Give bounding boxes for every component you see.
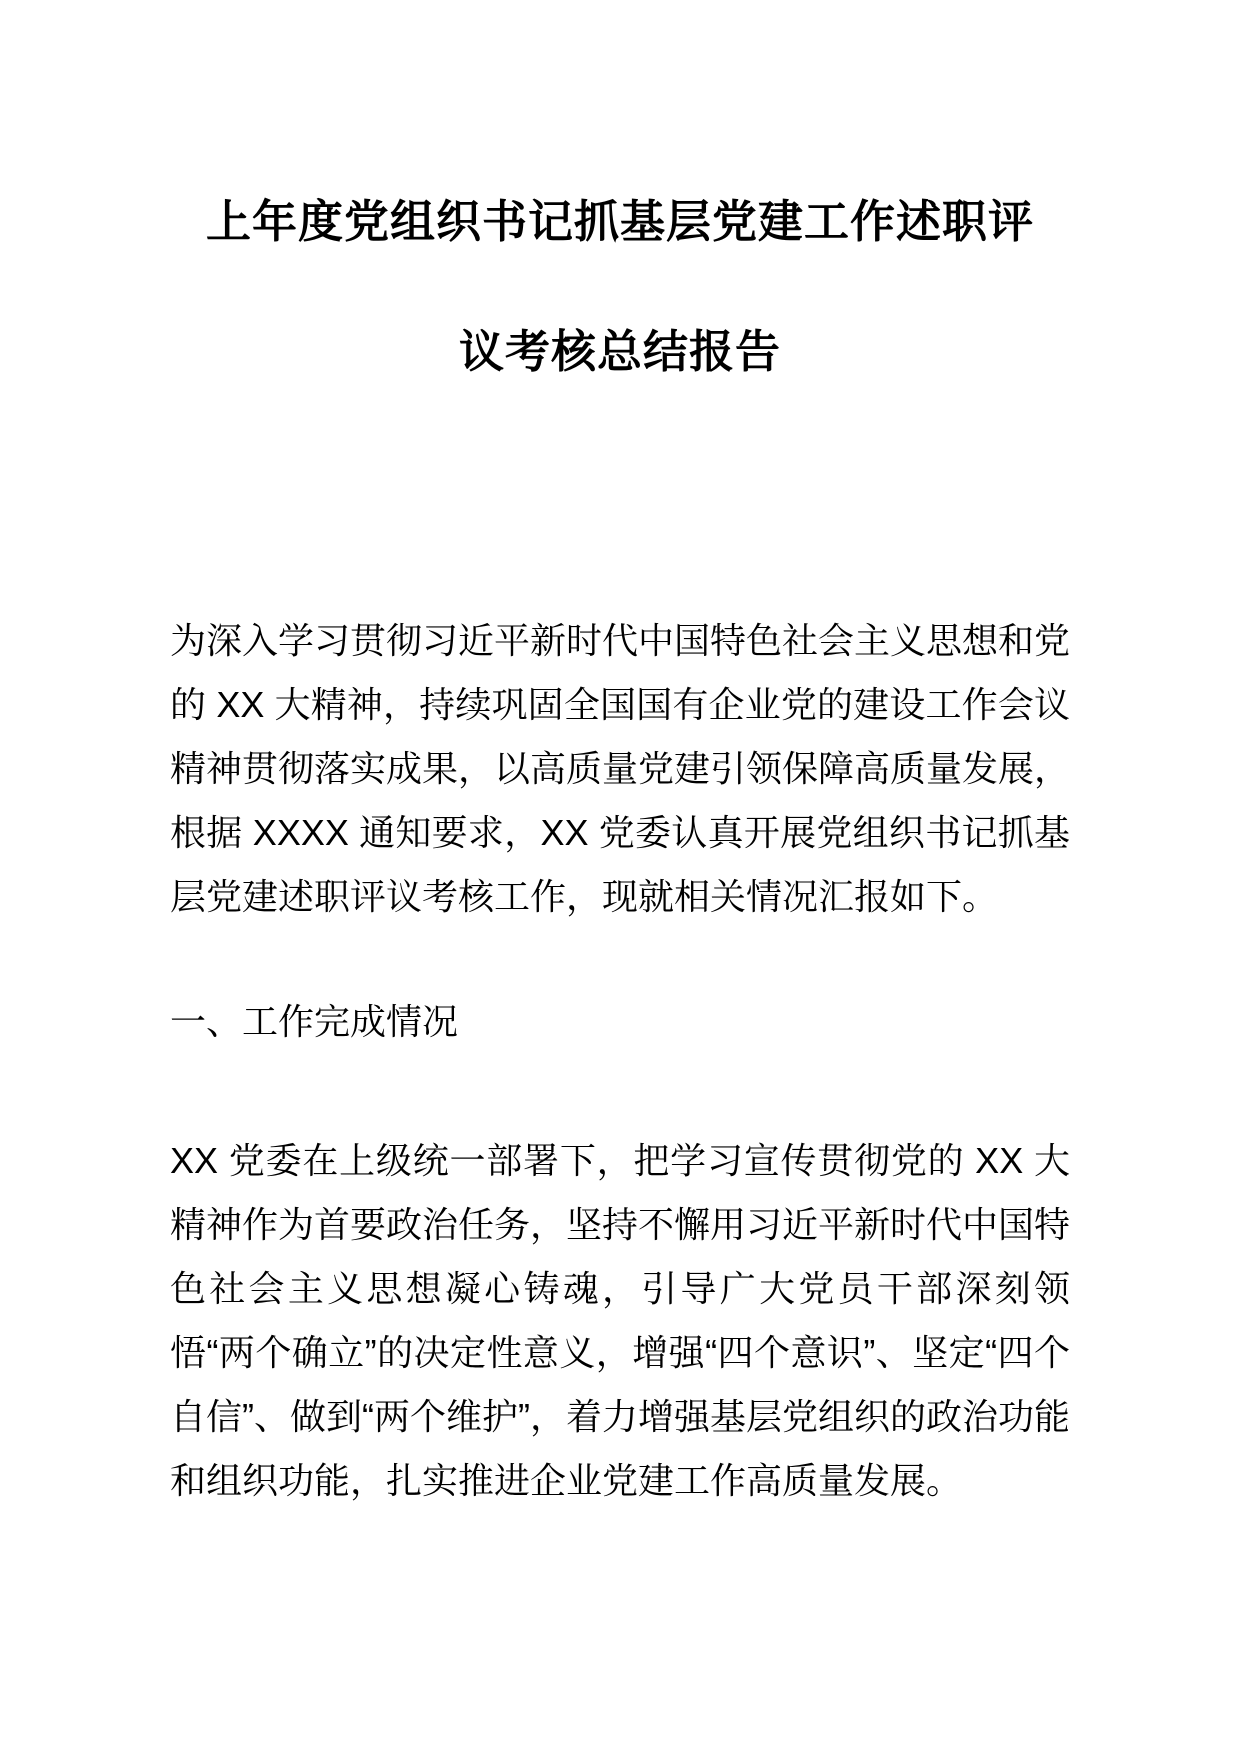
document-title bbox=[170, 157, 1070, 417]
document-title-line1: 上年度党组织书记抓基层党建工作述职评 bbox=[205, 196, 1034, 247]
document-title-line2: 议考核总结报告 bbox=[458, 326, 781, 377]
body-paragraph: XX 党委在上级统一部署下，把学习宣传贯彻党的 XX 大精神作为首要政治任务，坚持不懈用习近平新时代中国特色社会主义思想凝心铸魂，引导广大党员干部深刻领悟“两个确立”的决定性意义，增强“四个意识”、坚定“四个自信”、做到“两个维护”，着力增强基层党组织的政治功能和组织功能，扎实推进企业党建工作高质量发展。 bbox=[170, 1140, 1071, 1501]
section-heading: 一、工作完成情况 bbox=[170, 1001, 459, 1042]
document-body bbox=[170, 609, 1070, 1513]
body-paragraph: 为深入学习贯彻习近平新时代中国特色社会主义思想和党的 XX 大精神，持续巩固全国国有企业党的建设工作会议精神贯彻落实成果，以高质量党建引领保障高质量发展，根据 XXXX 通知要求，XX 党委认真开展党组织书记抓基层党建述职评议考核工作，现就相关情况汇报如下。 bbox=[170, 620, 1071, 917]
